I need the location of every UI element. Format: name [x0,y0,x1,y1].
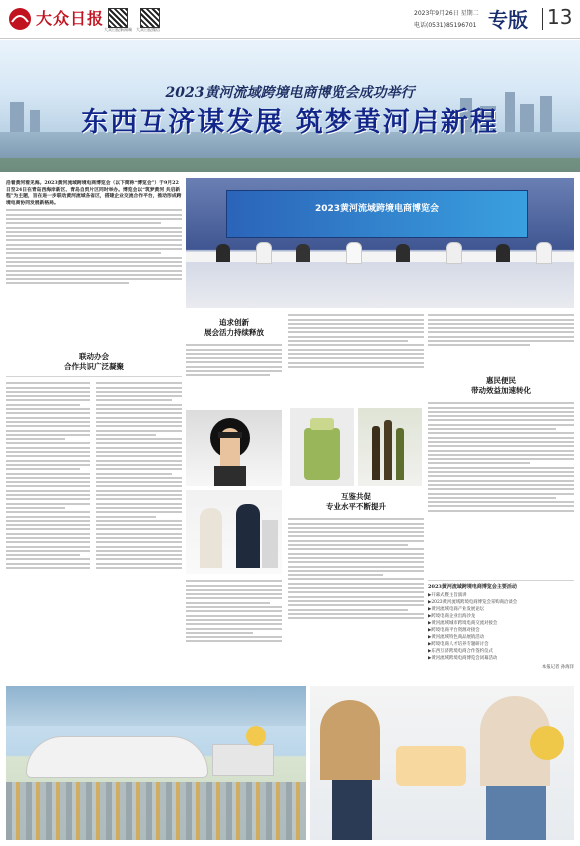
banner-subtitle: 2023黄河流域跨境电商博览会成功举行 [165,85,415,101]
wine-bottles-photo [358,408,422,486]
section-name: 专版 [488,8,528,32]
phone-number: 电话(0531)85196701 [414,22,477,29]
list-item: ▶黄河流域跨境电商博览会闭幕活动 [428,656,498,661]
screen-title: 2023黄河流域跨境电商博览会 [314,204,440,214]
page-number: 13 [547,5,573,29]
attendee-figure [216,244,230,262]
event-list [428,583,574,671]
list-item: ▶黄河流域电商产业发展论坛 [428,607,485,612]
attendee-figure [346,242,362,264]
list-item: ▶东西互济跨境电商合作签约仪式 [428,649,493,654]
vr-headset-photo [186,410,282,486]
product-box [304,428,340,480]
sea [6,686,306,726]
exhibition-hall [212,744,274,776]
list-item: ▶黄河流域城市跨境电商交流对接会 [428,621,498,626]
paper-name: 大众日报 [36,9,105,28]
person-figure [320,700,380,780]
stage-screen [226,190,528,238]
product-lid [310,418,334,430]
list-item: ▶跨境电商平台资源对接会 [428,628,480,633]
list-item: ▶黄河流域特色商品展销活动 [428,635,485,640]
qr-code-icon [108,8,128,28]
divider [428,580,574,581]
article-column [186,342,282,406]
conference-photo [186,178,574,308]
event-list-title: 2023黄河流域跨境电商博览会主要活动 [428,584,517,590]
list-item: ▶2023黄河流域跨境电商博览会采购商洽谈会 [428,600,518,605]
attendee-figure [446,242,462,264]
table [186,252,574,262]
visitors-booth-photo [310,686,574,840]
person-figure [236,504,260,568]
article-column [288,312,424,404]
section-heading: 惠民便民 带动效益加速转化 [471,376,531,395]
vr-headset-icon [218,432,242,438]
page-headline: 东西互济谋发展 筑梦黄河启新程 [81,107,499,138]
list-item: ▶跨境电商人才培养专题研讨会 [428,642,489,647]
lead-text: 沿着黄河看见海。2023黄河流域跨境电商博览会（以下简称“博览会”）于9月22日至24日在青岛西海岸新区、青岛自贸片区同时举办。博览会以“筑梦黄河 共启新程”为主题，旨在进一步联动黄河流域各省区，搭建企业交流合作平台，推动形成跨境电商协同发展新格局。 [6,180,182,206]
person-body [486,786,546,840]
article-column [428,312,574,374]
byline: 本报记者 孙海洋 [541,665,574,670]
attendee-figure [536,242,552,264]
decor-sticker [530,726,564,760]
article-column [288,516,424,680]
bottle-shape [384,420,392,480]
article-column [6,380,90,680]
section-heading: 联动办会 合作共识广泛凝聚 [64,352,124,371]
lead-text-lines [6,209,182,284]
shoreline [0,158,580,172]
qr-label: 大众日报微信 [136,27,160,32]
qr-code-icon [140,8,160,28]
exhibition-hall [26,736,208,778]
booth-panel [262,520,278,568]
exhibition-visitors-photo [186,490,282,574]
list-item: ▶开幕式暨主旨演讲 [428,593,467,598]
divider [6,376,182,377]
attendee-figure [296,244,310,262]
person-body [332,780,372,840]
list-item: ▶跨境电商企业出海沙龙 [428,614,476,619]
headline-banner [0,40,580,172]
bottle-shape [396,428,404,480]
masthead [0,0,580,39]
person-body [214,466,246,486]
product-display [396,746,466,786]
issue-date: 2023年9月26日 星期二 [414,10,479,17]
tower-top [246,726,266,746]
section-heading: 互鉴共促 专业水平不断提升 [326,492,386,511]
article-column [428,400,574,578]
product-photo [290,408,354,486]
attendee-figure [256,242,272,264]
paper-logo-icon [6,6,34,32]
person-figure [200,508,222,568]
article-column [186,578,282,682]
attendee-figure [396,244,410,262]
article-column [96,380,182,680]
section-heading: 追求创新 展会活力持续释放 [204,318,264,337]
attendee-figure [496,244,510,262]
lead-paragraph [6,180,182,374]
divider [542,8,543,30]
parking-lot [6,782,306,840]
qr-label: 大众日报新闻端 [104,27,132,32]
exhibition-center-aerial-photo [6,686,306,840]
bottle-shape [372,426,380,480]
